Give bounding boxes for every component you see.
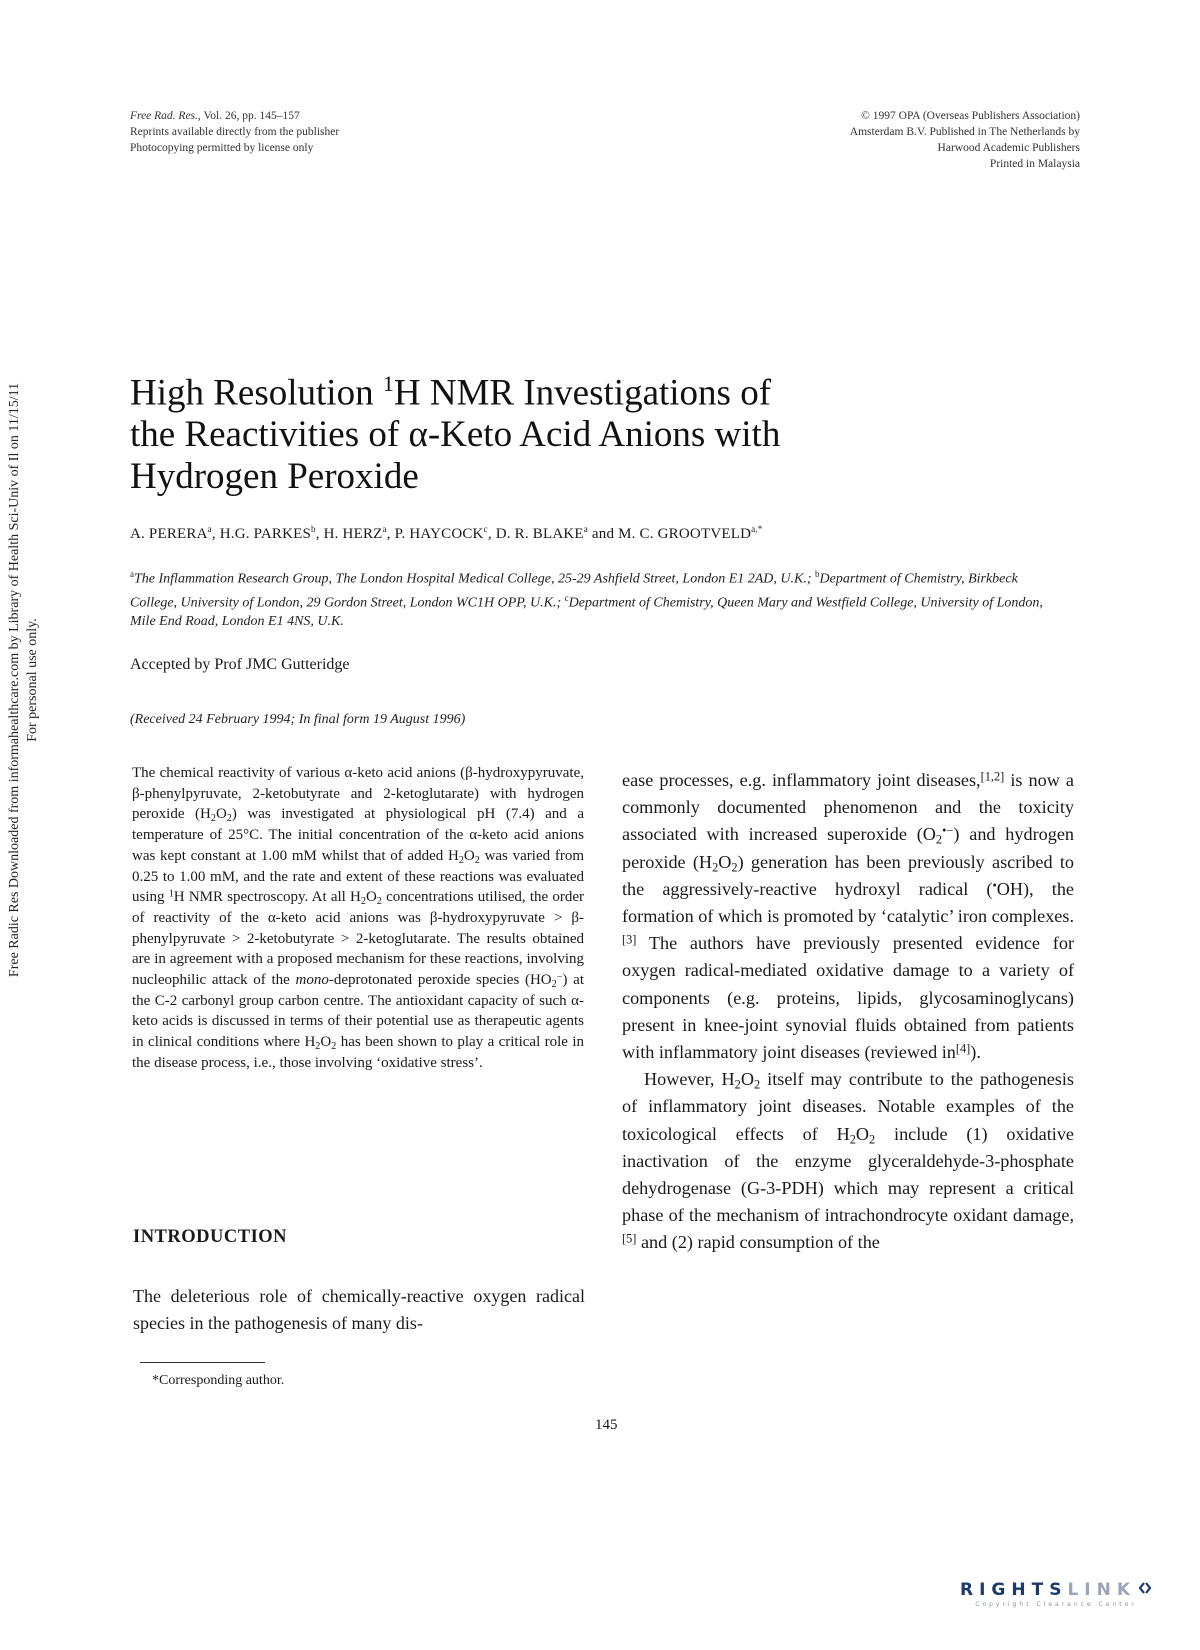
author-affil-mark: a	[382, 524, 387, 534]
abstract-text: -deprotonated peroxide species (HO	[328, 972, 552, 989]
article-title	[130, 363, 1030, 498]
author-affil-mark: a,*	[751, 524, 763, 534]
publisher-name: Harwood Academic Publishers	[937, 142, 1080, 154]
title-superscript: 1	[382, 371, 394, 396]
body-text: ) and hydrogen peroxide (H	[622, 824, 1074, 872]
body-text: O	[855, 1123, 870, 1144]
abstract	[132, 763, 584, 1074]
affil-mark: c	[564, 592, 569, 603]
subscript: 2	[210, 813, 216, 825]
personal-use-line: For personal use only.	[25, 618, 40, 742]
body-text: However, H	[644, 1069, 735, 1090]
rightslink-word: LINK	[1067, 1580, 1136, 1600]
abstract-text: H NMR spectroscopy. At all H	[173, 889, 361, 906]
download-line: Free Radic Res Downloaded from informahealthcare.com by Library of Health Sci-Univ of Il on 11/15/11	[7, 382, 22, 978]
body-text: O	[740, 1069, 754, 1090]
subscript: 2	[360, 896, 366, 908]
introduction-text-left: The deleterious role of chemically-reactive oxygen radical species in the pathogenesis of many dis-	[133, 1286, 585, 1333]
subscript: 2	[734, 1077, 741, 1092]
body-text: and (2) rapid consumption of the	[636, 1232, 880, 1253]
author: , P. HAYCOCK	[386, 526, 484, 542]
subscript: 2	[869, 1132, 876, 1147]
superscript: 1	[168, 888, 174, 900]
right-column	[622, 767, 1074, 1257]
abstract-text: concentrations utilised, the order of reactivity of the α-keto acid anions was β-hydroxypyruvate > β-phenylpyruvate > 2-ketobutyrate > 2-ketoglutarate. The results obtained are in agreement with a proposed mechanism for these reactions, involving nucleophilic attack of the	[132, 889, 584, 989]
title-part: H NMR Investigations of	[393, 372, 772, 414]
citation: [3]	[622, 932, 637, 947]
affiliations	[130, 565, 1060, 631]
reprints-note: Reprints available directly from the publisher	[130, 126, 340, 138]
abstract-text: ) at the C-2 carbonyl group carbon centre. The antioxidant capacity of such α-keto acids is discussed in terms of their potential use as therapeutic agents in clinical conditions where H	[132, 972, 584, 1051]
subscript: 2	[753, 1077, 761, 1092]
radical-dot: •	[992, 878, 997, 893]
author-affil-mark: b	[311, 524, 316, 534]
title-part: High Resolution	[130, 372, 383, 414]
author: , H.G. PARKES	[211, 526, 312, 542]
abstract-text: was varied from 0.25 to 1.00 mM, and the rate and extent of these reactions was evaluated using	[132, 847, 584, 906]
abstract-text: O	[365, 889, 377, 906]
affiliation-b: Department of Chemistry, Birkbeck College, University of London, 29 Gordon Street, London WC1H OPP, U.K.;	[130, 571, 1018, 611]
subscript: 2	[315, 1041, 321, 1053]
body-text: ease processes, e.g. inflammatory joint diseases,	[622, 770, 981, 790]
received-dates: (Received 24 February 1994; In final form 19 August 1996)	[130, 712, 466, 727]
author: , D. R. BLAKE	[487, 526, 584, 542]
abstract-text: O	[320, 1034, 332, 1051]
rightslink-wordmark	[960, 1580, 1152, 1600]
copyright-line: © 1997 OPA (Overseas Publishers Association)	[861, 110, 1080, 122]
body-text: is now a commonly documented phenomenon and the toxicity associated with increased superoxide (O	[622, 770, 1074, 845]
rightslink-logo[interactable]	[960, 1580, 1152, 1608]
subscript: 2	[474, 854, 480, 866]
download-watermark	[6, 180, 56, 1180]
footnote-rule	[140, 1362, 265, 1363]
rightslink-word: RIGHTS	[960, 1580, 1068, 1600]
subscript: 2	[226, 813, 232, 825]
accepted-by: Accepted by Prof JMC Gutteridge	[130, 656, 350, 673]
paragraph	[622, 767, 1074, 1066]
subscript: 2	[712, 860, 719, 875]
abstract-text: The chemical reactivity of various α-keto acid anions (β-hydroxypyruvate, β-phenylpyruvate, 2-ketobutyrate and 2-ketoglutarate) with hydrogen peroxide (H	[132, 765, 584, 823]
title-line-3: Hydrogen Peroxide	[130, 456, 419, 498]
abstract-italic: mono	[295, 972, 329, 989]
superscript: −	[556, 971, 563, 983]
photocopy-note: Photocopying permitted by license only	[130, 142, 314, 154]
header-left	[130, 108, 339, 156]
author: A. PERERA	[130, 526, 208, 542]
body-text: itself may contribute to the pathogenesis of inflammatory joint diseases. Notable examples of the toxicological effects of H	[622, 1069, 1074, 1144]
body-text: ).	[970, 1042, 981, 1063]
header-right	[850, 108, 1080, 172]
citation: [5]	[622, 1231, 637, 1246]
affil-mark: a	[130, 569, 134, 579]
footnote: *Corresponding author.	[152, 1373, 285, 1388]
abstract-text: O	[463, 847, 475, 864]
body-text: O	[718, 851, 732, 872]
abstract-text: has been shown to play a critical role in the disease process, i.e., those involving ‘oxidative stress’.	[132, 1034, 584, 1071]
author-affil-mark: a	[583, 524, 588, 534]
author: , H. HERZ	[315, 526, 383, 542]
body-text: The authors have previously presented evidence for oxygen radical-mediated oxidative damage to a variety of components (e.g. proteins, lipids, glycosaminoglycans) present in knee-joint synovial fluids obtained from patients with inflammatory joint diseases (reviewed in	[622, 933, 1074, 1063]
publisher-line: Amsterdam B.V. Published in The Netherlands by	[849, 126, 1080, 138]
subscript: 2	[331, 1041, 337, 1053]
section-heading-introduction: INTRODUCTION	[133, 1227, 288, 1247]
author-affil-mark: c	[483, 524, 488, 534]
subscript: 2	[849, 1132, 856, 1147]
author-affil-mark: a	[207, 524, 212, 534]
subscript: 2	[731, 860, 738, 875]
subscript: 2	[935, 833, 943, 848]
superscript: •−	[942, 823, 954, 838]
body-text: ) generation has been previously ascribed to the aggressively-reactive hydroxyl radical (	[622, 851, 1074, 899]
abstract-text: ) was investigated at physiological pH (7.4) and a temperature of 25°C. The initial concentration of the α-keto acid anions was kept constant at 1.00 mM whilst that of added H	[132, 806, 584, 864]
citation: [4]	[955, 1041, 971, 1056]
journal-volume: , Vol. 26, pp. 145–157	[197, 110, 300, 122]
affiliation-a: The Inflammation Research Group, The London Hospital Medical College, 25-29 Ashfield Street, London E1 2AD, U.K.;	[134, 571, 816, 587]
subscript: 2	[458, 854, 464, 866]
journal-name: Free Rad. Res.	[130, 110, 198, 122]
rightslink-tagline: Copyright Clearance Center	[975, 1601, 1137, 1608]
author-list	[130, 524, 762, 543]
citation: [1,2]	[980, 769, 1005, 784]
paragraph	[622, 1066, 1074, 1256]
author: and M. C. GROOTVELD	[587, 526, 752, 542]
chevron-pair-icon	[1138, 1580, 1152, 1600]
subscript: 2	[376, 896, 382, 908]
body-text: OH), the formation of which is promoted by ‘catalytic’ iron complexes.	[622, 878, 1075, 927]
affiliation-c: Department of Chemistry, Queen Mary and Westfield College, University of London, Mile End Road, London E1 4NS, U.K.	[130, 595, 1043, 630]
title-line-2: the Reactivities of α-Keto Acid Anions with	[130, 414, 781, 456]
page-number: 145	[595, 1417, 618, 1433]
abstract-text: O	[215, 806, 227, 823]
subscript: 2	[551, 979, 557, 991]
printed-line: Printed in Malaysia	[989, 158, 1080, 170]
affil-mark: b	[815, 569, 820, 579]
body-text: include (1) oxidative inactivation of the enzyme glyceraldehyde-3-phosphate dehydrogenase (G-3-PDH) which may represent a critical phase of the mechanism of intrachondrocyte oxidant damage,	[622, 1123, 1074, 1226]
